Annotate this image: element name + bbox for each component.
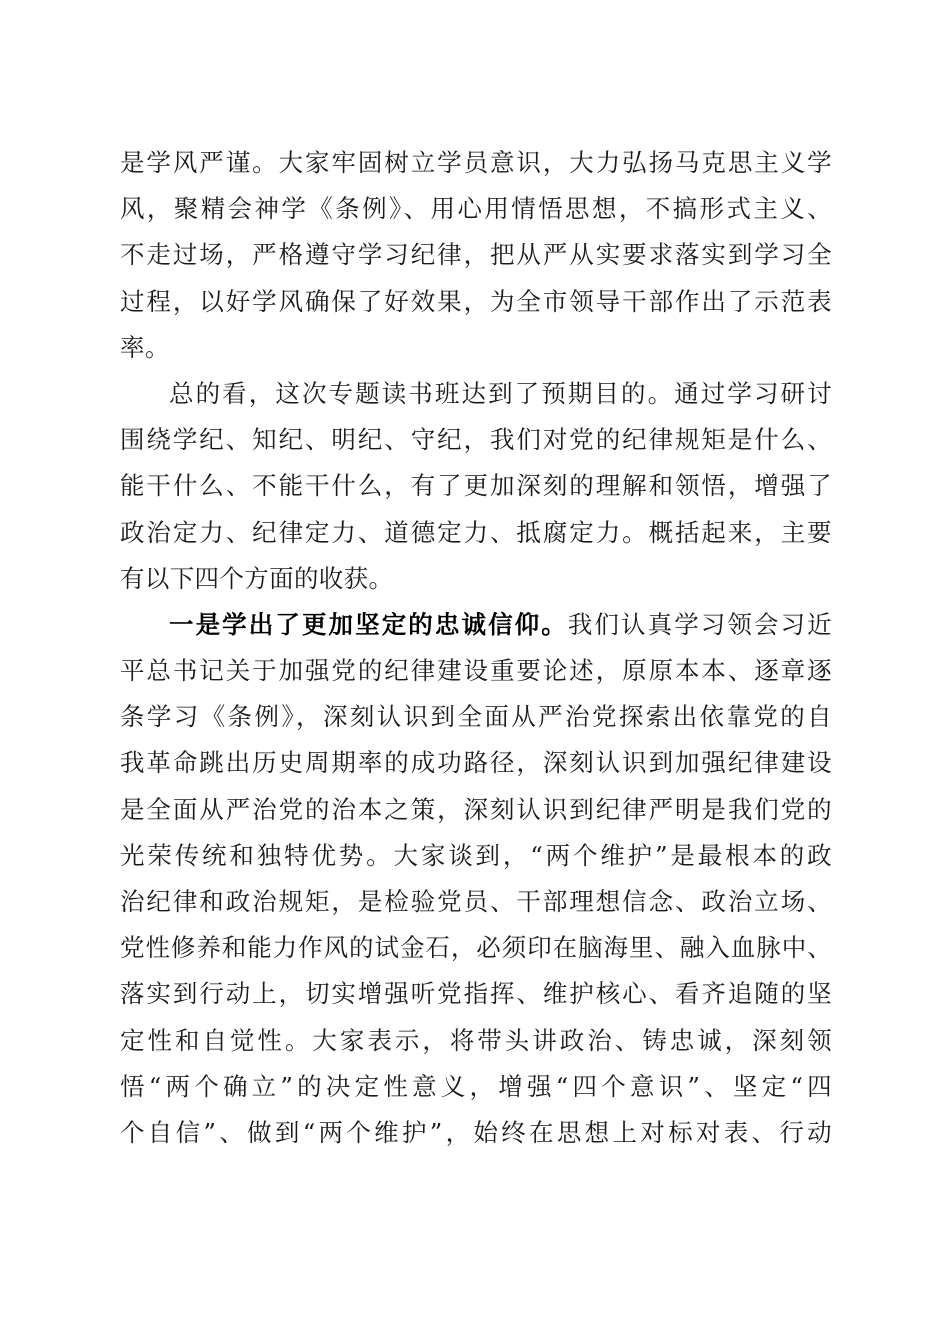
paragraph-3-line-8: 党性修养和能力作风的试金石，必须印在脑海里、融入血脉中、 [120, 933, 832, 963]
paragraph-1-line-1: 是学风严谨。大家牢固树立学员意识，大力弘扬马克思主义学 [120, 148, 832, 177]
paragraph-2-line-2: 围绕学纪、知纪、明纪、守纪，我们对党的纪律规矩是什么、 [120, 425, 832, 455]
paragraph-3-line-9: 落实到行动上，切实增强听党指挥、维护核心、看齐追随的坚 [120, 979, 832, 1009]
paragraph-3-line-4: 我革命跳出历史周期率的成功路径，深刻认识到加强纪律建设 [120, 748, 832, 778]
paragraph-1-line-5: 率。 [120, 332, 170, 362]
paragraph-3-line-2: 平总书记关于加强党的纪律建设重要论述，原原本本、逐章逐 [120, 656, 832, 686]
paragraph-1-line-2: 风，聚精会神学《条例》、用心用情悟思想，不搞形式主义、 [120, 194, 832, 224]
paragraph-3-line-1 [120, 602, 832, 648]
paragraph-1-line-4: 过程，以好学风确保了好效果，为全市领导干部作出了示范表 [120, 286, 832, 316]
paragraph-3-line-3: 条学习《条例》，深刻认识到全面从严治党探索出依靠党的自 [120, 702, 832, 732]
paragraph-2-line-4: 政治定力、纪律定力、道德定力、抵腐定力。概括起来，主要 [120, 517, 832, 547]
paragraph-2-line-5: 有以下四个方面的收获。 [120, 563, 394, 593]
paragraph-3-line-5: 是全面从严治党的治本之策，深刻认识到纪律严明是我们党的 [120, 794, 832, 824]
paragraph-3-line-10: 定性和自觉性。大家表示，将带头讲政治、铸忠诚，深刻领 [120, 1025, 832, 1055]
paragraph-3-line-12: 个自信”、做到“两个维护”，始终在思想上对标对表、行动 [120, 1117, 832, 1147]
paragraph-2-line-3: 能干什么、不能干什么，有了更加深刻的理解和领悟，增强了 [120, 471, 832, 501]
paragraph-1-line-3: 不走过场，严格遵守学习纪律，把从严从实要求落实到学习全 [120, 240, 832, 270]
paragraph-3-lead-rest: 我们认真学习领会习近 [567, 609, 832, 639]
paragraph-2-line-1: 总的看，这次专题读书班达到了预期目的。通过学习研讨 [169, 378, 832, 408]
paragraph-3-line-6: 光荣传统和独特优势。大家谈到，“两个维护”是最根本的政 [120, 840, 832, 870]
paragraph-3-line-11: 悟“两个确立”的决定性意义，增强“四个意识”、坚定“四 [120, 1071, 832, 1101]
body-text [120, 140, 832, 1156]
paragraph-3-lead-heading: 一是学出了更加坚定的忠诚信仰。 [169, 609, 568, 639]
paragraph-3-line-7: 治纪律和政治规矩，是检验党员、干部理想信念、政治立场、 [120, 887, 832, 916]
